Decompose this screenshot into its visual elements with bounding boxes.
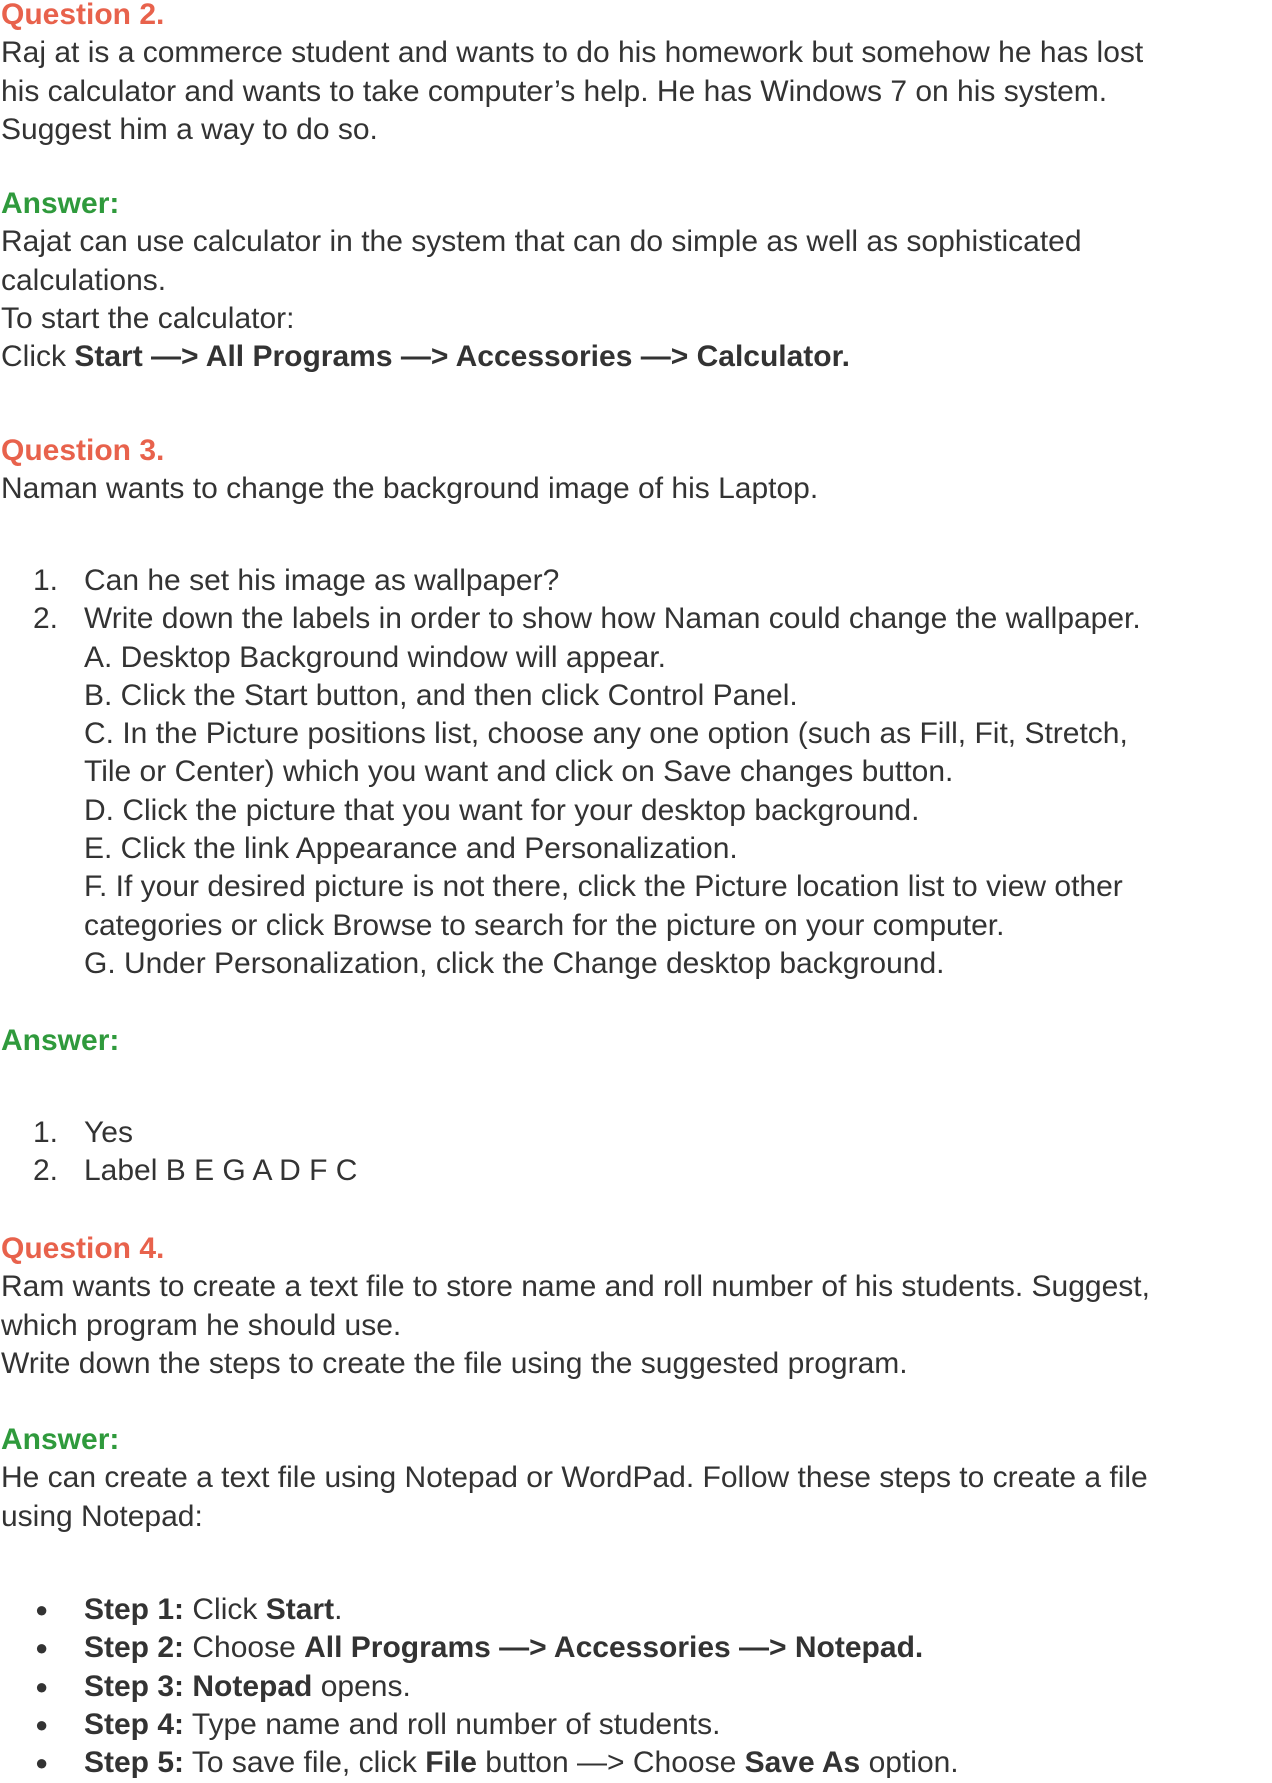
question-4 [1, 1230, 1272, 1383]
answer-heading: Answer: [1, 1423, 120, 1456]
answer-text: He can create a text file using Notepad or WordPad. Follow these steps to create a file [1, 1461, 1148, 1495]
label-line: Tile or Center) which you want and click on Save changes button. [84, 755, 954, 789]
bullet-icon: ● [35, 1597, 49, 1622]
list-item: 2. Write down the labels in order to show how Naman could change the wallpaper. [33, 602, 1141, 636]
label-line: C. In the Picture positions list, choose any one option (such as Fill, Fit, Stretch, [84, 717, 1128, 751]
label-line: A. Desktop Background window will appear. [84, 640, 666, 674]
steps-list [1, 1591, 1272, 1782]
answer-3-list [1, 1114, 1272, 1191]
label-line: F. If your desired picture is not there, click the Picture location list to view other [84, 870, 1123, 904]
bullet-icon: ● [35, 1750, 49, 1776]
question-text: Suggest him a way to do so. [1, 112, 378, 146]
question-text: his calculator and wants to take computer’s help. He has Windows 7 on his system. [1, 74, 1108, 108]
list-item: 1. Can he set his image as wallpaper? [33, 564, 560, 597]
list-item: 2. Label B E G A D F C [33, 1154, 358, 1188]
answer-heading: Answer: [1, 1024, 120, 1057]
calculator-path: Click Start —> All Programs —> Accessories —> Calculator. [1, 340, 850, 374]
answer-4 [1, 1421, 1272, 1536]
bullet-icon: ● [35, 1673, 49, 1699]
question-text: Write down the steps to create the file using the suggested program. [1, 1346, 908, 1380]
label-line: B. Click the Start button, and then click Control Panel. [84, 678, 798, 712]
question-3-list [1, 562, 1272, 983]
answer-heading: Answer: [1, 187, 120, 220]
step-item: ● Step 1: Click Start. [1, 1591, 1272, 1629]
question-text: Raj at is a commerce student and wants to do his homework but somehow he has lost [1, 36, 1144, 70]
step-item: ● Step 5: To save file, click File button —> Choose Save As option. [1, 1744, 1272, 1782]
label-line: categories or click Browse to search for the picture on your computer. [84, 908, 1005, 942]
step-item: ● Step 3: Notepad opens. [1, 1668, 1272, 1706]
answer-text: Rajat can use calculator in the system that can do simple as well as sophisticated [1, 225, 1082, 259]
list-item: 1. Yes [33, 1116, 133, 1149]
bullet-icon: ● [35, 1711, 49, 1737]
question-text: Ram wants to create a text file to store name and roll number of his students. Suggest, [1, 1270, 1150, 1304]
question-heading: Question 4. [1, 1232, 165, 1265]
step-item: ● Step 2: Choose All Programs —> Accessories —> Notepad. [1, 1629, 1272, 1667]
question-text: which program he should use. [1, 1308, 402, 1342]
question-3 [1, 432, 1272, 509]
answer-text: using Notepad: [1, 1499, 203, 1533]
answer-3-heading [1, 1022, 1272, 1060]
answer-text: To start the calculator: [1, 301, 295, 335]
answer-2 [1, 185, 1272, 376]
answer-text: calculations. [1, 263, 167, 297]
question-heading: Question 3. [1, 434, 165, 467]
bullet-icon: ● [35, 1635, 49, 1661]
label-line: D. Click the picture that you want for your desktop background. [84, 793, 920, 827]
label-line: E. Click the link Appearance and Personalization. [84, 832, 738, 866]
question-heading: Question 2. [1, 0, 165, 31]
label-line: G. Under Personalization, click the Change desktop background. [84, 946, 945, 980]
question-text: Naman wants to change the background image of his Laptop. [1, 472, 819, 506]
question-2 [1, 0, 1272, 149]
step-item: ● Step 4: Type name and roll number of students. [1, 1706, 1272, 1744]
